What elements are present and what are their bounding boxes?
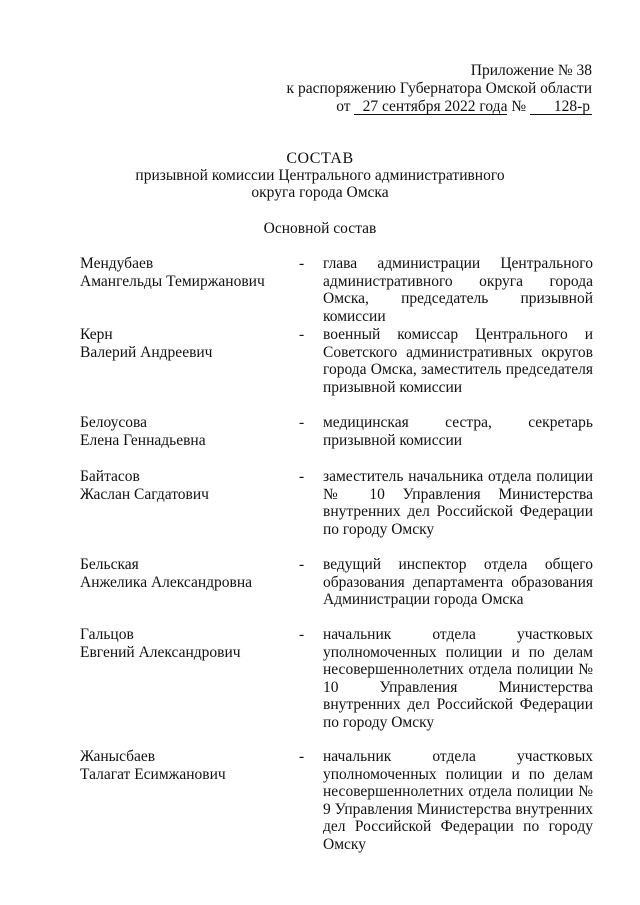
section-title: Основной состав <box>263 220 377 237</box>
member-role: глава администрации Центрального административного округа города Омска, председатель призывной комиссии <box>323 255 593 325</box>
member-role: медицинская сестра, секретарь призывной комиссии <box>323 414 593 449</box>
member-given-name: Талагат Есимжанович <box>80 765 226 783</box>
member-surname: Керн <box>80 326 113 343</box>
document-title <box>0 150 640 201</box>
member-dash: - <box>299 748 305 765</box>
member-dash: - <box>299 326 305 343</box>
member-surname: Мендубаев <box>80 255 154 272</box>
number-label: № <box>511 98 527 115</box>
member-role: военный комиссар Центрального и Советского административных округов города Омска, заместитель председателя призывной комиссии <box>323 326 593 396</box>
order-date: 27 сентября 2022 года <box>354 99 507 115</box>
member-surname: Бельская <box>80 556 139 573</box>
member-name <box>80 748 290 783</box>
member-dash: - <box>299 626 305 643</box>
member-dash: - <box>299 414 305 431</box>
member-name <box>80 414 290 449</box>
member-surname: Белоусова <box>80 414 148 431</box>
member-given-name: Жаслан Сагдатович <box>80 485 209 503</box>
member-role: ведущий инспектор отдела общего образования департамента образования Администрации города Омска <box>323 556 593 608</box>
member-surname: Байтасов <box>80 468 140 485</box>
member-role: начальник отдела участковых уполномоченных полиции и по делам несовершеннолетних отдела полиции № 9 Управления Министерства внутренних дел Российской Федерации по городу Омску <box>323 748 593 853</box>
member-given-name: Валерий Андреевич <box>80 343 213 361</box>
member-name <box>80 626 290 661</box>
from-label: от <box>336 98 351 115</box>
order-date-line <box>287 98 592 116</box>
member-surname: Гальцов <box>80 626 134 643</box>
member-name <box>80 255 290 290</box>
order-reference: к распоряжению Губернатора Омской области <box>286 80 592 97</box>
appendix-number: Приложение № 38 <box>470 62 592 79</box>
member-given-name: Евгений Александрович <box>80 643 241 661</box>
member-dash: - <box>299 556 305 573</box>
title-heading: СОСТАВ <box>286 150 354 167</box>
member-given-name: Елена Геннадьевна <box>80 431 206 449</box>
member-name <box>80 556 290 591</box>
appendix-header <box>287 62 592 116</box>
member-given-name: Анжелика Александровна <box>80 573 253 591</box>
member-role: заместитель начальника отдела полиции № 10 Управления Министерства внутренних дел Российской Федерации по городу Омску <box>323 468 593 538</box>
member-dash: - <box>299 255 305 272</box>
member-name <box>80 326 290 361</box>
title-line-1: призывной комиссии Центрального административного <box>135 167 505 184</box>
member-surname: Жанысбаев <box>80 748 156 765</box>
order-number: 128-р <box>530 99 592 115</box>
member-role: начальник отдела участковых уполномоченных полиции и по делам несовершеннолетних отдела полиции № 10 Управления Министерства внутренних дел Российской Федерации по городу Омску <box>323 626 593 731</box>
member-name <box>80 468 290 503</box>
member-dash: - <box>299 468 305 485</box>
member-given-name: Амангельды Темиржанович <box>80 272 265 290</box>
title-line-2: округа города Омска <box>251 184 389 201</box>
